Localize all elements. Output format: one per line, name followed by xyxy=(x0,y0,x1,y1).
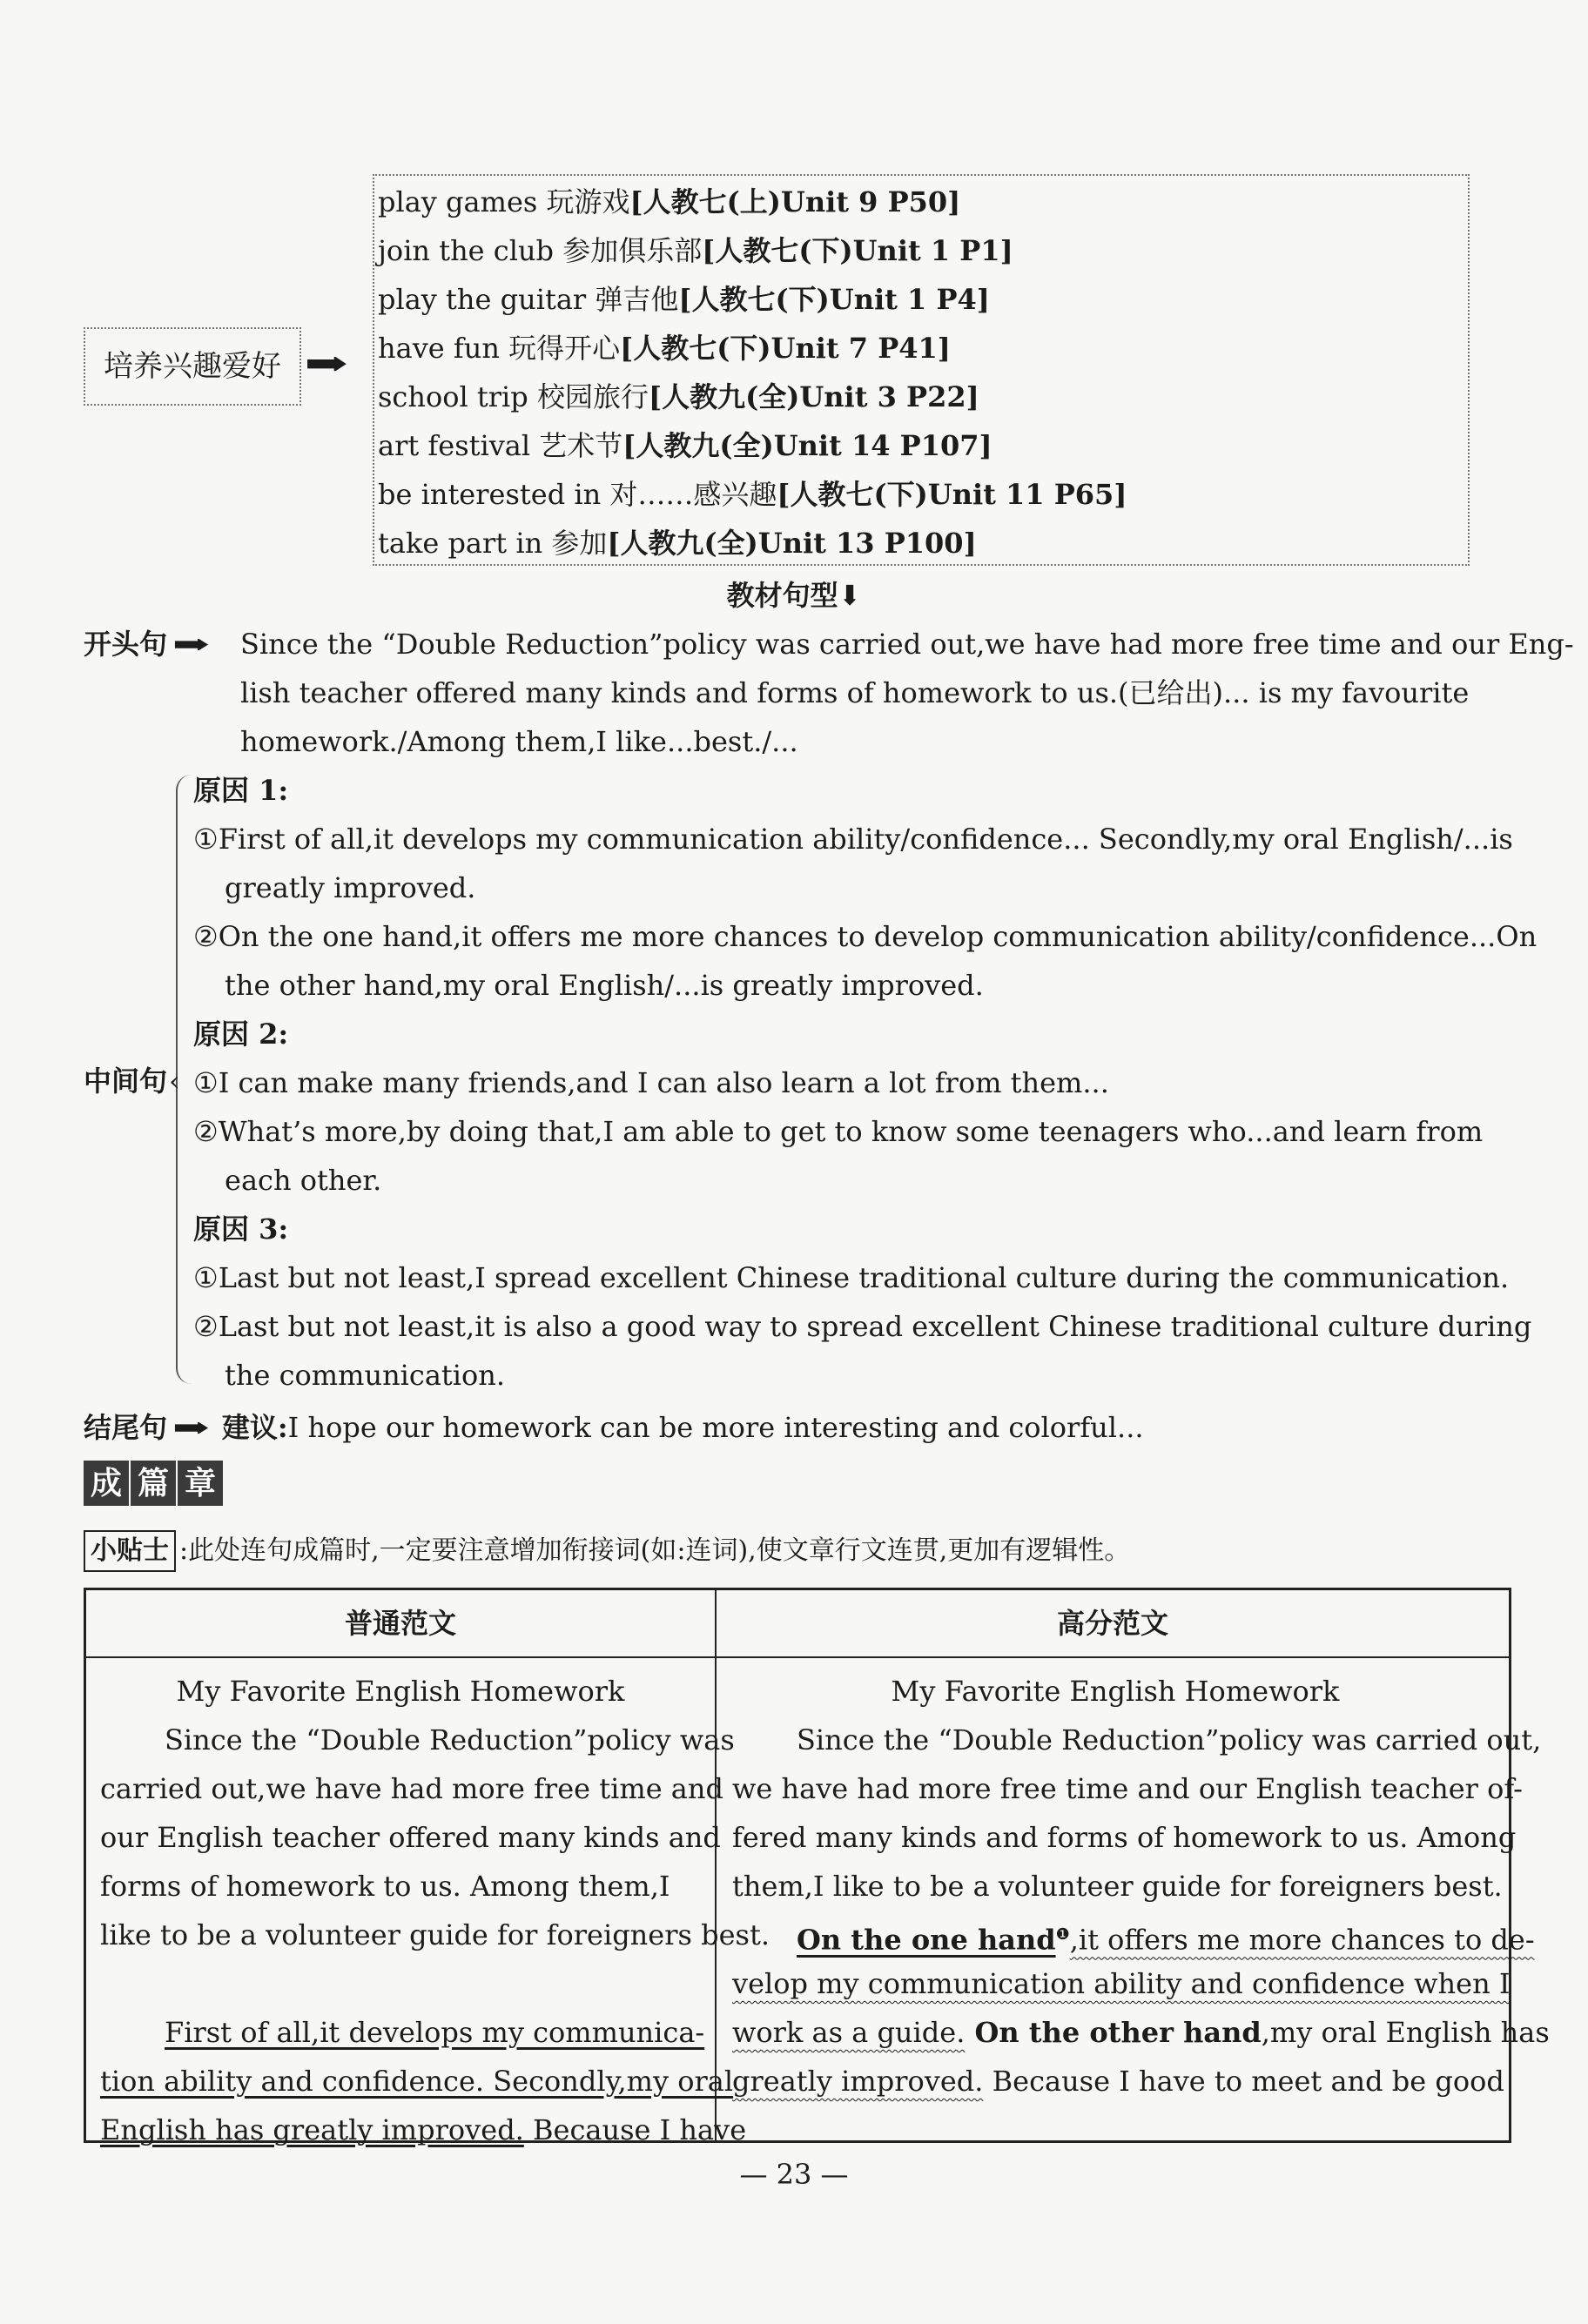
middle-label: 中间句 xyxy=(84,1065,168,1098)
tip-note xyxy=(84,1528,1130,1574)
topic-tag: 培养兴趣爱好 xyxy=(84,327,301,406)
brace-tip-icon: ‹ xyxy=(169,1065,180,1098)
essay-line: we have had more free time and our English teacher of- xyxy=(732,1772,1523,1805)
chapter-heading xyxy=(84,1461,225,1509)
essay-line: tion ability and confidence. Secondly,my oral xyxy=(100,2065,734,2098)
high-essay-header: 高分范文 xyxy=(717,1590,1509,1658)
section-heading: 教材句型⬇ xyxy=(726,579,862,612)
tip-text: :此处连句成篇时,一定要注意增加衔接词(如:连词),使文章行文连贯,更加有逻辑性。 xyxy=(179,1535,1131,1566)
tip-label: 小贴士 xyxy=(84,1530,176,1572)
reason-heading: 原因 2: xyxy=(193,1018,289,1051)
phrase-row: school trip 校园旅行[人教九(全)Unit 3 P22] xyxy=(378,380,979,413)
phrase-row: join the club 参加俱乐部[人教七(下)Unit 1 P1] xyxy=(378,234,1013,267)
essay-line: First of all,it develops my communica- xyxy=(165,2016,705,2049)
reason-line: greatly improved. xyxy=(225,871,476,904)
middle-sentence-block xyxy=(193,766,1538,1393)
phrase-box xyxy=(373,174,1470,566)
essay-line: Since the “Double Reduction”policy was carried out, xyxy=(797,1723,1542,1756)
opening-line: lish teacher offered many kinds and forms of homework to us.(已给出)... is my favourite xyxy=(240,676,1470,709)
essay-line: velop my communication ability and confidence when I xyxy=(732,1967,1511,2000)
phrase-row: have fun 玩得开心[人教七(下)Unit 7 P41] xyxy=(378,332,951,365)
essay-line: Since the “Double Reduction”policy was xyxy=(165,1723,735,1756)
reason-line: ②Last but not least,it is also a good way to spread excellent Chinese traditional culture during xyxy=(193,1310,1532,1343)
essay-title: My Favorite English Homework xyxy=(891,1675,1340,1708)
opening-line: homework./Among them,I like...best./... xyxy=(240,725,798,758)
closing-label: 结尾句 xyxy=(84,1411,168,1444)
phrase-row: take part in 参加[人教九(全)Unit 13 P100] xyxy=(378,527,977,560)
reason-line: the communication. xyxy=(225,1359,506,1392)
reason-line: each other. xyxy=(225,1164,382,1197)
reason-line: ②On the one hand,it offers me more chances to develop communication ability/confidence...On xyxy=(193,920,1538,953)
opening-label: 开头句 ➡ xyxy=(84,620,222,668)
essay-line: English has greatly improved. Because I have xyxy=(100,2113,747,2146)
reason-line: ①Last but not least,I spread excellent Chinese traditional culture during the communication. xyxy=(193,1261,1510,1294)
essay-line: carried out,we have had more free time and xyxy=(100,1772,723,1805)
chapter-char: 篇 xyxy=(131,1461,176,1506)
phrase-row: art festival 艺术节[人教九(全)Unit 14 P107] xyxy=(378,429,992,462)
opening-sentence-block xyxy=(84,620,1574,768)
essay-comparison-table xyxy=(84,1588,1550,2146)
essay-line: greatly improved. Because I have to meet and be good xyxy=(732,2065,1504,2098)
reason-line: ②What’s more,by doing that,I am able to get to know some teenagers who...and learn from xyxy=(193,1115,1484,1148)
essay-line: forms of homework to us. Among them,I xyxy=(100,1870,670,1903)
opening-line: Since the “Double Reduction”policy was carried out,we have had more free time and our Eng- xyxy=(240,628,1574,661)
reason-heading: 原因 1: xyxy=(193,774,289,807)
essay-line: On the one hand$^❶$,it offers me more chances to de- xyxy=(797,1923,1535,1957)
chapter-char: 成 xyxy=(84,1461,129,1506)
chapter-char: 章 xyxy=(178,1461,223,1506)
essay-title: My Favorite English Homework xyxy=(176,1675,625,1708)
reason-heading: 原因 3: xyxy=(193,1212,289,1246)
closing-sentence xyxy=(84,1403,1144,1452)
right-arrow-icon: ➡ xyxy=(172,1411,210,1444)
essay-line: fered many kinds and forms of homework to us. Among xyxy=(732,1821,1517,1854)
essay-line: them,I like to be a volunteer guide for foreigners best. xyxy=(732,1870,1503,1903)
normal-essay-header: 普通范文 xyxy=(86,1590,715,1658)
phrase-row: play the guitar 弹吉他[人教七(下)Unit 1 P4] xyxy=(378,283,990,316)
essay-line: like to be a volunteer guide for foreigners best. xyxy=(100,1918,770,1951)
right-arrow-icon: ➡ xyxy=(304,343,348,384)
right-arrow-icon: ➡ xyxy=(172,628,210,661)
reason-line: the other hand,my oral English/...is greatly improved. xyxy=(225,969,984,1002)
closing-sublabel: 建议: xyxy=(221,1411,288,1444)
phrase-row: be interested in 对……感兴趣[人教七(下)Unit 11 P65] xyxy=(378,478,1127,511)
essay-line: our English teacher offered many kinds and xyxy=(100,1821,721,1854)
reason-line: ①I can make many friends,and I can also learn a lot from them... xyxy=(193,1066,1109,1099)
reason-line: ①First of all,it develops my communication ability/confidence... Secondly,my oral English/...is xyxy=(193,823,1513,856)
closing-text: I hope our homework can be more interesting and colorful... xyxy=(287,1411,1144,1444)
phrase-row: play games 玩游戏[人教七(上)Unit 9 P50] xyxy=(378,185,961,218)
essay-line: work as a guide. On the other hand,my oral English has xyxy=(732,2016,1550,2049)
opening-text xyxy=(240,620,1574,766)
page-number: — 23 — xyxy=(739,2158,849,2191)
